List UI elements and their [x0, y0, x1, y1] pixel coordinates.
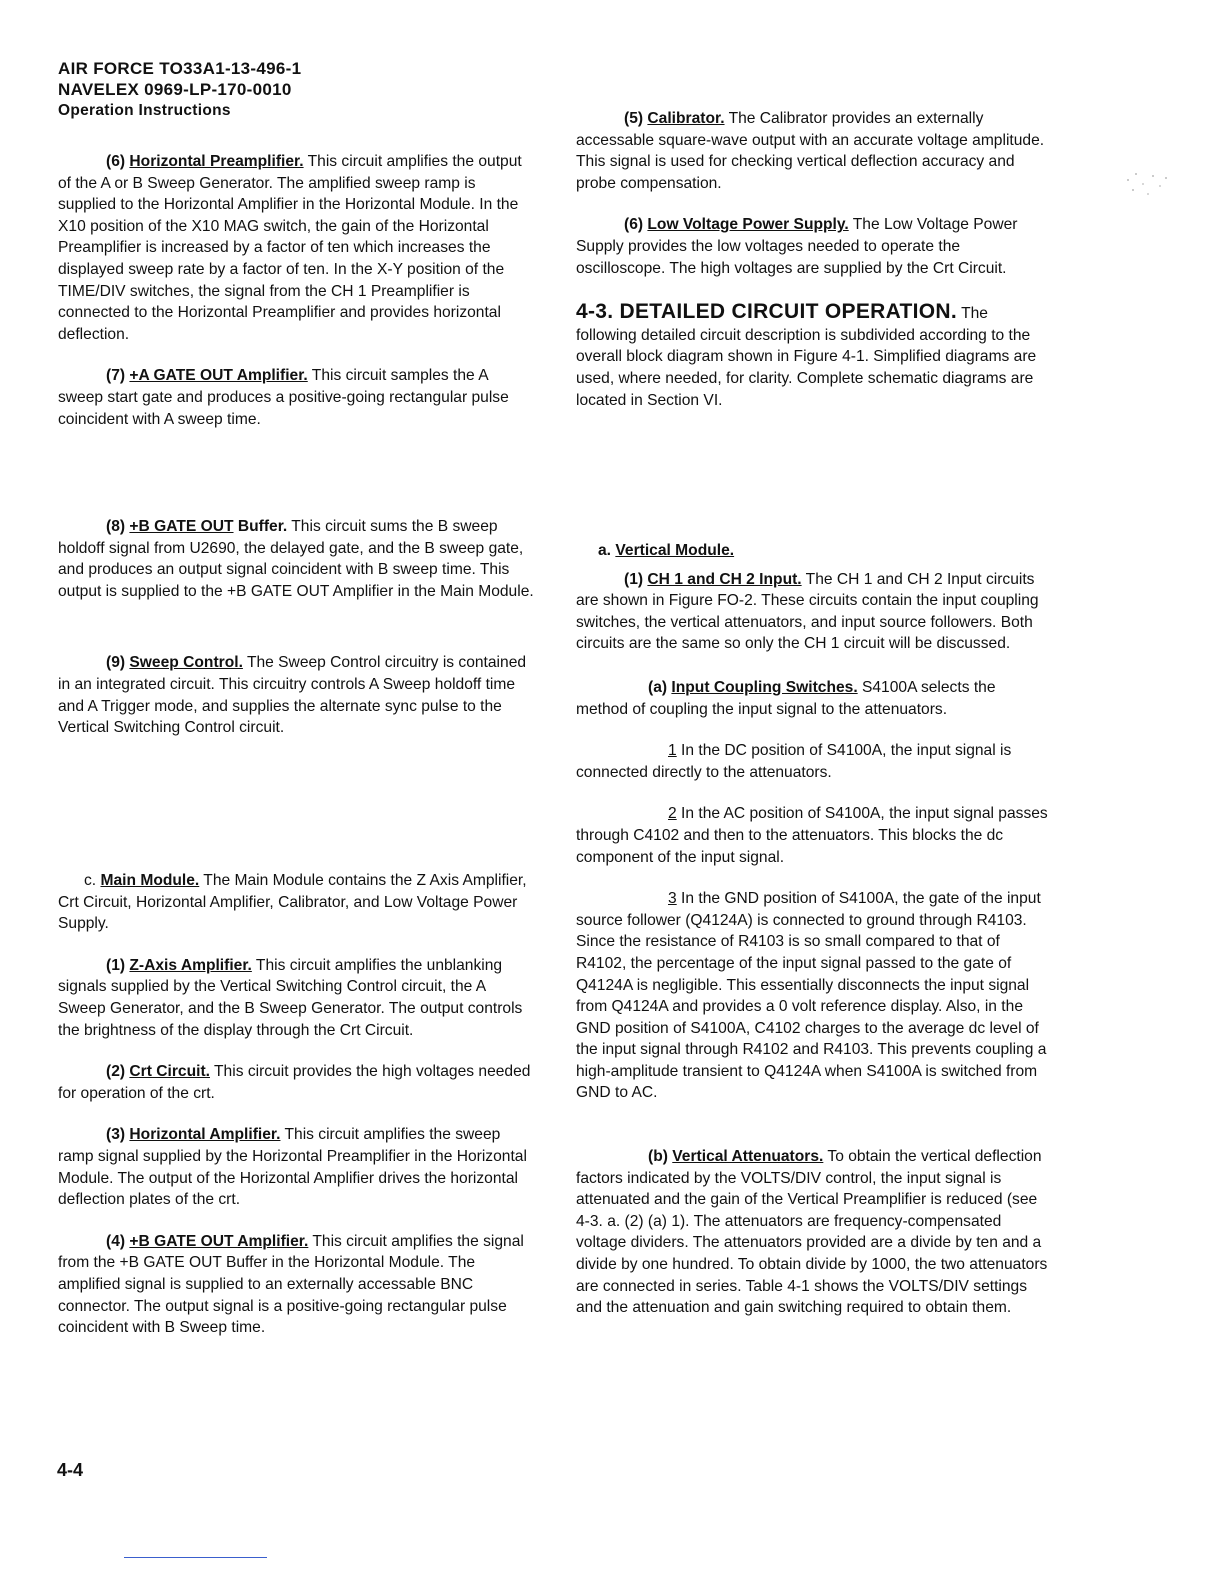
left-column-bottom	[58, 870, 536, 1339]
paragraph-b-gate-out-buffer: (8) +B GATE OUT Buffer. This circuit sums the B sweep holdoff signal from U2690, the delayed gate, and the B sweep gate, and produces an output signal coincident with B sweep time. This output is supplied to the +B GATE OUT Amplifier in the Main Module.	[58, 518, 534, 600]
heading-horizontal-amplifier: Horizontal Amplifier.	[129, 1126, 281, 1144]
heading-ch1-ch2-input: CH 1 and CH 2 Input.	[647, 570, 802, 588]
paragraph-ch1-ch2-input: (1) CH 1 and CH 2 Input. The CH 1 and CH 2 Input circuits are shown in Figure FO-2. These circuits contain the input coupling switches, the vertical attenuators, and input source followers. Both circuits are the same so only the CH 1 circuit will be discussed.	[576, 570, 1039, 653]
scan-speckle	[1118, 160, 1178, 210]
heading-a-gate-out-amplifier: +A GATE OUT Amplifier.	[129, 367, 308, 385]
item-ac-position: 2 In the AC position of S4100A, the input signal passes through C4102 and then to the attenuators. This blocks the dc component of the input signal.	[576, 805, 1048, 866]
left-column-top	[58, 151, 536, 430]
header-line-2: NAVELEX 0969-LP-170-0010	[58, 80, 292, 99]
heading-crt-circuit: Crt Circuit.	[129, 1063, 210, 1081]
header-line-1: AIR FORCE TO33A1-13-496-1	[58, 59, 302, 78]
heading-vertical-attenuators: Vertical Attenuators.	[672, 1148, 824, 1166]
heading-input-coupling-switches: Input Coupling Switches.	[671, 678, 858, 696]
paragraph-horizontal-preamplifier: (6) Horizontal Preamplifier. This circuit amplifies the output of the A or B Sweep Generator. The amplified sweep ramp is supplied to the Horizontal Amplifier in the Horizontal Module. In the X10 position of the X10 MAG switch, the gain of the Horizontal Preamplifier is increased by a factor of ten which increases the displayed sweep rate by a factor of ten. In the X-Y position of the TIME/DIV switches, the signal from the CH 1 Preamplifier is connected to the Horizontal Preamplifier and provides horizontal deflection.	[58, 153, 522, 343]
heading-sweep-control: Sweep Control.	[129, 654, 243, 672]
paragraph-crt-circuit: (2) Crt Circuit. This circuit provides the high voltages needed for operation of the crt.	[58, 1063, 531, 1102]
section-heading-detailed-circuit-operation: 4-3. DETAILED CIRCUIT OPERATION.	[576, 300, 958, 324]
heading-main-module: Main Module.	[100, 872, 200, 889]
item-gnd-position: 3 In the GND position of S4100A, the gate of the input source follower (Q4124A) is connected to ground through R4103. Since the resistance of R4103 is so small compared to that of R4102, the percentage of the input signal passed to the gate of Q4124A is negligible. This essentially disconnects the input signal from Q4124A and provides a 0 volt reference display. Also, in the GND position of S4100A, C4102 charges to the average dc level of the input signal through R4102 and R4103. This prevents coupling a high-amplitude transient to Q4124A when S4100A is switched from GND to AC.	[576, 890, 1047, 1102]
paragraph-horizontal-amplifier: (3) Horizontal Amplifier. This circuit amplifies the sweep ramp signal supplied by the Horizontal Preamplifier in the Horizontal Module. The output of the Horizontal Amplifier drives the horizontal deflection plates of the crt.	[58, 1126, 527, 1209]
paragraph-vertical-attenuators: (b) Vertical Attenuators. To obtain the vertical deflection factors indicated by the VOLTS/DIV control, the input signal is attenuated and the gain of the Vertical Preamplifier is reduced (see 4-3. a. (2) (a) 1). The attenuators are frequency-compensated voltage dividers. The attenuators provided are a divide by ten and a divide by one hundred. To obtain divide by 1000, the two attenuators are connected in series. Table 4-1 shows the VOLTS/DIV settings and the attenuation and gain switching required to obtain them.	[576, 1148, 1048, 1317]
heading-b-gate-out-amplifier: +B GATE OUT Amplifier.	[129, 1232, 309, 1250]
heading-b-gate-out-buffer: +B GATE OUT	[129, 518, 234, 535]
right-column-top	[576, 108, 1048, 411]
paragraph-sweep-control: (9) Sweep Control. The Sweep Control circuitry is contained in an integrated circuit. This circuitry controls A Sweep holdoff time and A Trigger mode, and supplies the alternate sync pulse to the Vertical Switching Control circuit.	[58, 654, 527, 737]
page-number: 4-4	[57, 1460, 84, 1480]
paragraph-low-voltage-power-supply: (6) Low Voltage Power Supply. The Low Voltage Power Supply provides the low voltages needed to operate the oscilloscope. The high voltages are supplied by the Crt Circuit.	[576, 216, 1018, 277]
paragraph-z-axis-amplifier: (1) Z-Axis Amplifier. This circuit amplifies the unblanking signals supplied by the Vertical Switching Control circuit, the A Sweep Generator, and the B Sweep Generator. The output controls the brightness of the display through the Crt Circuit.	[58, 956, 523, 1039]
heading-horizontal-preamplifier: Horizontal Preamplifier.	[129, 153, 304, 170]
header-line-3: Operation Instructions	[58, 102, 231, 119]
section-4-3: 4-3. DETAILED CIRCUIT OPERATION. The following detailed circuit description is subdivided according to the overall block diagram shown in Figure 4-1. Simplified diagrams are used, where needed, for clarity. Complete schematic diagrams are located in Section VI.	[576, 300, 1037, 409]
right-column-bottom	[576, 540, 1048, 1319]
paragraph-input-coupling-switches: (a) Input Coupling Switches. S4100A selects the method of coupling the input signal to the attenuators.	[576, 678, 996, 718]
heading-low-voltage-power-supply: Low Voltage Power Supply.	[647, 216, 849, 234]
heading-z-axis-amplifier: Z-Axis Amplifier.	[129, 956, 252, 974]
paragraph-main-module: c. Main Module. The Main Module contains the Z Axis Amplifier, Crt Circuit, Horizontal Amplifier, Calibrator, and Low Voltage Power Supply.	[58, 872, 527, 933]
footer-rule	[124, 1557, 267, 1558]
left-column-middle	[58, 516, 536, 739]
paragraph-b-gate-out-amplifier: (4) +B GATE OUT Amplifier. This circuit amplifies the signal from the +B GATE OUT Buffer in the Horizontal Module. The amplified signal is supplied to an externally accessable BNC connector. The output signal is a positive-going rectangular pulse coincident with B Sweep time.	[58, 1232, 524, 1337]
paragraph-a-gate-out-amplifier: (7) +A GATE OUT Amplifier. This circuit samples the A sweep start gate and produces a positive-going rectangular pulse coincident with A sweep time.	[58, 367, 509, 428]
heading-vertical-module: Vertical Module.	[615, 542, 735, 559]
scan-speckle-graphic	[1118, 160, 1178, 210]
paragraph-calibrator: (5) Calibrator. The Calibrator provides an externally accessable square-wave output with an accurate voltage amplitude. This signal is used for checking vertical deflection accuracy and probe compensation.	[576, 110, 1045, 192]
running-header	[58, 58, 301, 121]
heading-calibrator: Calibrator.	[647, 110, 725, 127]
paragraph-vertical-module: a. Vertical Module.	[598, 542, 735, 559]
item-dc-position: 1 In the DC position of S4100A, the input signal is connected directly to the attenuators.	[576, 742, 1012, 781]
